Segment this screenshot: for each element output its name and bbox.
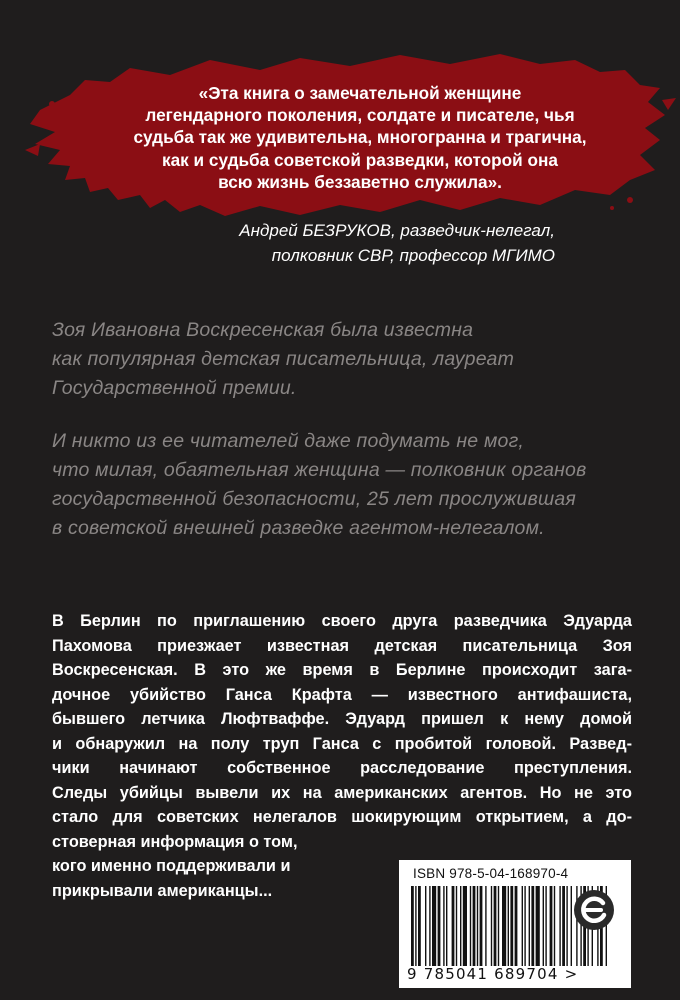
- intro-line: как популярная детская писательница, лауреат: [52, 348, 515, 370]
- attribution-line: полковник СВР, профессор МГИМО: [271, 246, 555, 265]
- synopsis-line: стало для советских нелегалов шокирующим открытием, а до-: [52, 808, 632, 826]
- synopsis-line: прикрывали американцы...: [52, 881, 273, 900]
- synopsis-line: стоверная информация о том,: [52, 832, 298, 851]
- quote-line: как и судьба советской разведки, которой она: [162, 149, 558, 170]
- barcode-bar: [485, 886, 486, 966]
- synopsis-line: В Берлин по приглашению своего друга разведчика Эдуарда: [52, 612, 632, 630]
- intro-paragraph-1: [52, 316, 652, 403]
- barcode-bar: [494, 886, 497, 966]
- barcode-bar: [508, 886, 509, 966]
- barcode-bar: [452, 886, 455, 966]
- intro-line: Государственной премии.: [52, 377, 297, 399]
- intro-line: что милая, обаятельная женщина — полковник органов: [52, 459, 587, 481]
- barcode-bar: [529, 886, 530, 966]
- barcode-bar: [545, 886, 546, 966]
- intro-line: Зоя Ивановна Воскресенская была известна: [52, 319, 474, 341]
- quote-attribution: [239, 218, 555, 268]
- barcode-bar: [566, 886, 567, 966]
- barcode-bar: [491, 886, 492, 966]
- barcode-bar: [477, 886, 478, 966]
- barcode-bar: [515, 886, 518, 966]
- barcode-bar: [554, 886, 555, 966]
- synopsis-line: и обнаружил на полу труп Ганса с пробитой головой. Развед-: [52, 734, 632, 753]
- synopsis-line: дочное убийство Ганса Крафта — известного антифашиста,: [52, 685, 632, 704]
- quote-text: [100, 82, 620, 193]
- barcode-bar: [446, 886, 447, 966]
- barcode-bar: [425, 886, 426, 966]
- barcode-bar: [502, 886, 506, 966]
- quote-line: судьба так же удивительна, многогранна и трагична,: [133, 127, 587, 148]
- barcode-bar: [429, 886, 430, 966]
- barcode-bar: [415, 886, 416, 966]
- quote-line: всю жизнь беззаветно служила».: [218, 171, 502, 192]
- quote-line: «Эта книга о замечательной женщине: [198, 83, 522, 103]
- barcode-bar: [473, 886, 476, 966]
- barcode-bar: [510, 886, 513, 966]
- synopsis-line: бывшего летчика Люфтваффе. Эдуард пришел к нему домой: [52, 710, 632, 728]
- barcode-bar: [543, 886, 544, 966]
- barcode-bar: [470, 886, 471, 966]
- barcode-bar: [418, 886, 421, 966]
- barcode-bar: [443, 886, 444, 966]
- synopsis-line: Воскресенская. В это же время в Берлине происходит зага-: [52, 661, 632, 679]
- quote-line: легендарного поколения, солдате и писателе, чья: [145, 105, 575, 126]
- barcode-bar: [411, 886, 414, 966]
- eksmo-logo-icon: [572, 888, 616, 932]
- barcode-bar: [480, 886, 483, 966]
- attribution-line: Андрей БЕЗРУКОВ, разведчик-нелегал,: [239, 221, 555, 240]
- synopsis-line: кого именно поддерживали и: [52, 857, 291, 875]
- isbn-label: ISBN 978-5-04-168970-4: [413, 866, 569, 881]
- barcode-bar: [456, 886, 457, 966]
- barcode-bar: [522, 886, 523, 966]
- synopsis-line: чики начинают собственное расследование преступления.: [52, 759, 632, 777]
- synopsis-line: Следы убийцы вывели их на американских агентов. Но не это: [52, 783, 632, 802]
- barcode-bar: [562, 886, 565, 966]
- intro-paragraph-2: [52, 427, 652, 543]
- synopsis-text: [52, 609, 632, 903]
- barcode-bar: [432, 886, 436, 966]
- intro-line: государственной безопасности, 25 лет прослужившая: [52, 488, 577, 510]
- intro-line: И никто из ее читателей даже подумать не мог,: [52, 430, 525, 452]
- intro-line: в советской внешней разведке агентом-нелегалом.: [52, 517, 545, 539]
- barcode-bar: [460, 886, 461, 966]
- barcode-bar: [550, 886, 553, 966]
- barcode-bar: [438, 886, 441, 966]
- barcode-bar: [524, 886, 525, 966]
- isbn-digits: 9 785041 689704 >: [407, 965, 579, 983]
- barcode-bar: [531, 886, 534, 966]
- synopsis-line: Пахомова приезжает известная детская писательница Зоя: [52, 636, 632, 655]
- barcode-bar: [498, 886, 499, 966]
- barcode-bar: [463, 886, 467, 966]
- barcode-bar: [536, 886, 540, 966]
- barcode-bar: [559, 886, 560, 966]
